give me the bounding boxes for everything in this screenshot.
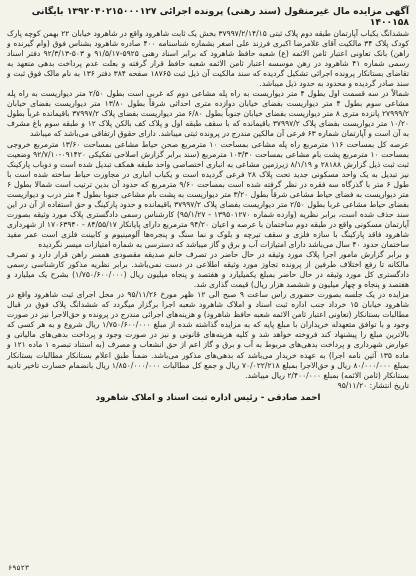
paragraph-auction: مزایده در یک جلسه بصورت حضوری راس ساعت ۹ صبح الی ۱۲ ظهر مورخ ۹۵/۱۱/۲۶ در محل اجرای ثبت شاهرود واقع در شاهرود خیابان ۱۵ خرداد جنب اداره ثبت اسناد و املاک شاهرود شعبه اجرا برگزار میگردد که ششدانگ پلاک فوق در قبال مطالبات بستانکار (تعاونی اعتبار ثامن الائمه شعبه حافظ شاهرود) و هزینه‌های اجرائی مندرج در پرونده و حق‌الاجرا نیز در صورت وجود و با توافق متعهدله خریداران با مبلغ پایه که به مزایده گذاشته شده از مبلغ ۱/۷۵۰/۶۰۰/۰۰۰ ریال شروع و به هر کسی که بالاترین مبلغ را پیشنهاد کند فروخته خواهد شد و کلیه هزینه‌های قانونی و نیز در صورت وجود و پرداخت بدهی‌های مالیاتی و عوارض شهرداری و پرداخت بدهی‌های مربوط به آب و برق و گاز اعم از حق انشعاب و مصرف (به استناد تبصره ۱ ماده ۱۲۱ و ماده ۱۳۵ آئین نامه اجرا) به عهده خریدار می‌باشد که بدهی‌های مذکور می‌باشد. ضمناً طبق اعلام بستانکار مطالبات بستانکار بمبلغ ۸۰/۰۰۰/۰۰۰ ریال و حق‌الاجرا بمبلغ ۷۰/۰۲۲/۲۱۸ ریال و جمع کل مطالبات ۱/۸۵۰/۰۰۰/۰۰۰ ریال بانضمام خسارت تاخیر تادیه بستانکار (ثامن الائمه) بمبلغ ۲/۴۰۰/۰۰۰ ریال میباشد.	[7, 290, 410, 380]
paragraph-property: ششدانگ یکباب آپارتمان طبقه دوم پلاک ثبتی ۳۷۹۹۷/۲/۱۴/۱۵ بخش یک ثابت شاهرود واقع در شاهرود خیابان ۲۲ بهمن کوچه پارک کودک پلاک ۳۴ مالکیت آقای غلامرضا اکبری فرزند علی اصغر بشماره شناسنامه ۴۰۰ صادره شاهرود بشناس فوق (وام گیرنده و راهن) بانک تعاونی اعتبار ثامن الائمه (ع) شعبه حافظ شاهرود که برابر اسناد رهنی ۵۹۲۵-۹۱/۵/۱۷ و ۵۰۳-۹۲/۳/۱۳ دفتر اسناد رسمی شماره ۴۱ شاهرود در رهن موسسه اعتبار ثامن الائمه شعبه حافظ قرار گرفته و بعلت عدم پرداخت بدهی متعهد به تقاضای بستانکار پرونده اجرائی تشکیل گردیده که سند مالکیت آن ذیل ثبت ۱۸۷۶۵ صفحه ۳۸۴ دفتر ۱۳۶ به نام مالک فوق ثبت و سند صادر گردیده و محدود به حدود ذیل میباشد.	[6, 29, 410, 89]
notice-header: آگهی مزایده مال غیرمنقول (سند رهنی) پرونده اجرائی ۱۳۹۲۰۴۰۲۱۵۰۰۰۱۲۷ بایگانی ۱۴۰۰۱۵۸	[31, 6, 409, 28]
notice-body	[7, 29, 409, 391]
signature-line: احمد صادقی - رئیس اداره ثبت اسناد و املاک شاهرود	[95, 392, 321, 403]
paragraph-area: عرصه کل بمساحت ۱۱۶ مترمربع راه پله مشاعی بمساحت ۱۰ مترمربع صحن حیاط مشاعی بمساحت ۱۳/۶۰ مترمربع خروجی بمساحت ۱۰ مترمربع پشت بام مشاعی بمساحت ۱۰۳/۳۰ مترمربع (سند برابر گزارش اصلاحی تفکیکی ۰۹۱۴۲۰-۹۲/۷/۱۰ وضعیت ثبت ثبت ذیل گزارش ۲۸۱۸۸ و ۸/۱/۱۹ زیرزمین مشاعی به انباری اختصاصی واحد طبقه همکف تبدیل شده است و دوباب پارکینک نیز تبدیل به یک واحد مسکونی جدید تحت پلاک ۲۸ فرعی گردیده است و یکباب انباری در مجاورت حیاط ساخته شده است با طول ۶ متر با گذرگاه سه فقره در نظر گرفته شده است بمساحت ۹/۶۰ مترمربع که حدود آن بدین ترتیب است شمالا بطول ۶ متر دیواریست به فضای حیاط مشاعی شرقاً بطول ۳/۲۰ متر دیواریست به پشت بام مشاعی جنوبا بطول ۴ متر درب و دیواریست بفضای حیاط مشاعی غربا بطول ۲/۵۰ متر دیواریست بفضای پلاک ۳۷۹۹۷/۲ باقیمانده و حدود پارکینگ و حق استفاده از آن در این سند حذف شده است، برابر نظریه (وارده شماره ۱۳۹۵۰۱۲۷۰ - ۹۵/۱/۲۷) کارشناس رسمی دادگستری پلاک مورد وثیقه بصورت آپارتمان مسکونی واقع در طبقه دوم ساختمان با عرصه و اعیان ۹۴/۲۰ مترمربع دارای پایانکار ۸۴/۵۵/۱۷ - ۱۷۰۶۳۹۴۰ از شهرداری شاهرود فاقد پارکینگ با سازه فلزی و سقف تیرچه و بلوک و نما سنگ و پنجره‌ها آلومینیوم و کابینت فلزی است عمر مفید ساختمان حدود ۴۰ سال می‌باشد دارای امتیازات آب و برق و گاز میباشد که دسترسی به شماره امتیازات میسر نگردیده	[7, 139, 410, 249]
paragraph-boundaries: شمالاً در سه قسمت اول بطول ۴ متر دیواریست به راه پله مشاعی دوم که غربی است بطول ۲/۵۰ متر دیواریست به راه پله مشاعی سوم بطول ۴ متر دیواریست بفضای خیابان دوازده متری احداثی شرقاً بطول ۱۳/۸۰ متر دیواریست بفضای خیابان ۲۷۹۹۹/۲ پانزده متری ۸ متر دیواریست بفضای خیابان جنوباً بطول ۶/۸۰ متر دیواریست بفضای پلاک ۳۷۹۹۷/۲ باقیمانده غرباً بطول ۱۰/۲۰ متر دیواریست بفضای پلاک ۳۷۹۹۷/۲ باقیمانده که با سقف طبقه اول و پلاک کف بالکن پلاک ۱۲ و طبقه سوم باغ مشرف به آن است و آپارتمان شماره ۶۳ فرعی آن مالکین مندرج در پرونده ثبتی میباشد. دارای حقوق ارتفاقی می‌باشد که میباشد	[7, 89, 409, 139]
paragraph-publish-date: تاریخ انتشار: ۹۵/۱۱/۲۰	[337, 380, 409, 390]
page-number: ۶۹۵۲۳	[8, 564, 30, 572]
paragraph-valuation: و برابر گزارش مامور اجرا پلاک مورد وثیقه در حال حاضر در تصرف خانم صدیقه مقصودی همسر راهن قرار دارد و تصرف مالکانه تا رفع اختلاف طرفین از پرونده تجاوز مورد وثیقه اطلاعی در دست نمی‌باشد. برابر نظریه مذکور کارشناسی رسمی دادگستری کل مورد وثیقه در حال حاضر بمبلغ یکمیلیارد و هفتصد و پنجاه میلیون ریال (۱/۷۵۰/۶۰۰/۰۰۰) بشرح یک میلیارد و هفتصد و پنجاه و چهار میلیون و ششصد هزار ریال) قیمت گذاری شد.	[7, 250, 409, 290]
